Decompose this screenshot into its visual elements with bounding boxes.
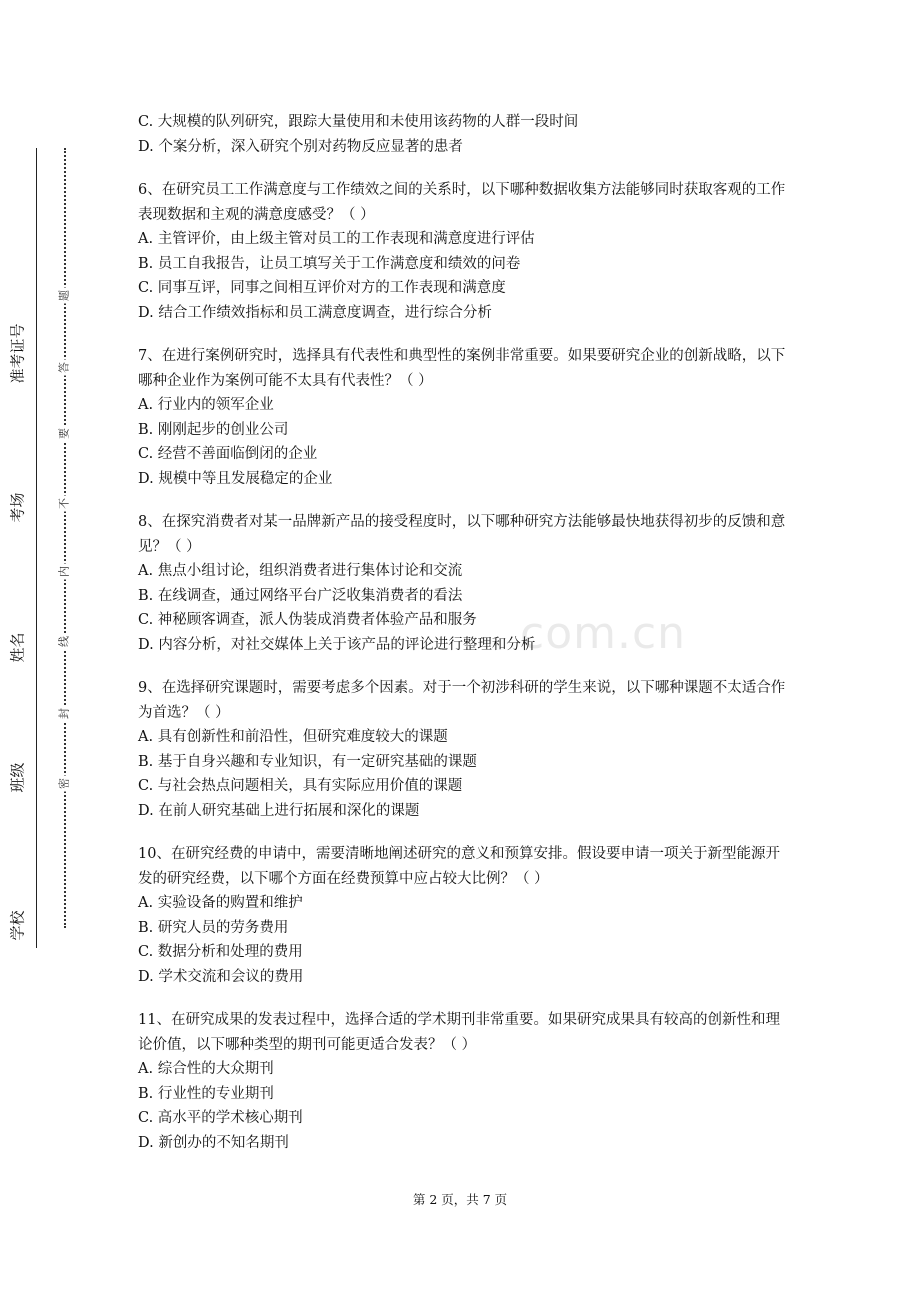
seal-char: 内 bbox=[59, 564, 70, 580]
watermark: com.cn bbox=[520, 608, 687, 659]
field-class: 班级 bbox=[8, 762, 27, 793]
previous-question-options bbox=[138, 110, 788, 159]
option-c: C. 经营不善面临倒闭的企业 bbox=[138, 446, 318, 462]
question-stem: 9、在选择研究课题时，需要考虑多个因素。对于一个初涉科研的学生来说，以下哪种课题不太适合作为首选？（ ） bbox=[138, 680, 786, 721]
page-number: 第 2 页，共 7 页 bbox=[412, 1192, 508, 1207]
option-b: B. 在线调查，通过网络平台广泛收集消费者的看法 bbox=[138, 587, 463, 604]
option-d: D. 新创办的不知名期刊 bbox=[138, 1134, 289, 1151]
option-d: D. 个案分析，深入研究个别对药物反应显著的患者 bbox=[138, 138, 463, 155]
option-c: C. 与社会热点问题相关，具有实际应用价值的课题 bbox=[138, 778, 463, 794]
field-exam-room: 考场 bbox=[8, 492, 27, 523]
option-a: A. 焦点小组讨论，组织消费者进行集体讨论和交流 bbox=[138, 563, 463, 579]
option-b: B. 行业性的专业期刊 bbox=[138, 1085, 274, 1102]
option-c: C. 数据分析和处理的费用 bbox=[138, 944, 303, 960]
option-a: A. 主管评价，由上级主管对员工的工作表现和满意度进行评估 bbox=[138, 231, 535, 247]
option-c: C. 同事互评，同事之间相互评价对方的工作表现和满意度 bbox=[138, 280, 506, 296]
option-b: B. 员工自我报告，让员工填写关于工作满意度和绩效的问卷 bbox=[138, 255, 521, 272]
option-c: C. 神秘顾客调查，派人伪装成消费者体验产品和服务 bbox=[138, 612, 477, 628]
question-9 bbox=[138, 676, 788, 823]
option-c: C. 大规模的队列研究，跟踪大量使用和未使用该药物的人群一段时间 bbox=[138, 114, 579, 130]
option-d: D. 内容分析，对社交媒体上关于该产品的评论进行整理和分析 bbox=[138, 636, 536, 653]
option-a: A. 具有创新性和前沿性，但研究难度较大的课题 bbox=[138, 729, 448, 745]
option-b: B. 基于自身兴趣和专业知识，有一定研究基础的课题 bbox=[138, 753, 477, 770]
question-stem: 10、在研究经费的申请中，需要清晰地阐述研究的意义和预算安排。假设要申请一项关于新型能源开发的研究经费，以下哪个方面在经费预算中应占较大比例？（ ） bbox=[138, 846, 780, 887]
question-stem: 11、在研究成果的发表过程中，选择合适的学术期刊非常重要。如果研究成果具有较高的创新性和理论价值，以下哪种类型的期刊可能更适合发表？（ ） bbox=[138, 1012, 780, 1053]
option-d: D. 规模中等且发展稳定的企业 bbox=[138, 470, 333, 487]
question-11 bbox=[138, 1008, 788, 1155]
seal-char: 不 bbox=[59, 496, 70, 512]
seal-dotted-line bbox=[64, 148, 66, 928]
option-a: A. 综合性的大众期刊 bbox=[138, 1061, 274, 1077]
question-stem: 6、在研究员工工作满意度与工作绩效之间的关系时，以下哪种数据收集方法能够同时获取客观的工作表现数据和主观的满意度感受？（ ） bbox=[138, 182, 786, 223]
option-b: B. 刚刚起步的创业公司 bbox=[138, 421, 289, 438]
seal-char: 封 bbox=[59, 706, 70, 722]
option-b: B. 研究人员的劳务费用 bbox=[138, 919, 289, 936]
option-a: A. 行业内的领军企业 bbox=[138, 397, 274, 413]
option-d: D. 结合工作绩效指标和员工满意度调查，进行综合分析 bbox=[138, 304, 492, 321]
question-8 bbox=[138, 510, 788, 657]
binding-line bbox=[36, 148, 37, 948]
question-6 bbox=[138, 178, 788, 325]
question-10 bbox=[138, 842, 788, 989]
question-stem: 8、在探究消费者对某一品牌新产品的接受程度时，以下哪种研究方法能够最快地获得初步的反馈和意见？（ ） bbox=[138, 514, 786, 555]
option-d: D. 学术交流和会议的费用 bbox=[138, 968, 304, 985]
field-exam-number: 准考证号 bbox=[8, 323, 27, 384]
seal-char: 密 bbox=[59, 776, 70, 792]
seal-char: 线 bbox=[59, 634, 70, 650]
option-d: D. 在前人研究基础上进行拓展和深化的课题 bbox=[138, 802, 420, 819]
seal-char: 要 bbox=[59, 426, 70, 442]
seal-char: 答 bbox=[59, 360, 70, 376]
option-a: A. 实验设备的购置和维护 bbox=[138, 895, 303, 911]
field-school: 学校 bbox=[8, 910, 27, 941]
question-7 bbox=[138, 344, 788, 491]
seal-char: 题 bbox=[59, 288, 70, 304]
option-c: C. 高水平的学术核心期刊 bbox=[138, 1110, 303, 1126]
field-name: 姓名 bbox=[8, 632, 27, 663]
question-stem: 7、在进行案例研究时，选择具有代表性和典型性的案例非常重要。如果要研究企业的创新战略，以下哪种企业作为案例可能不太具有代表性？（ ） bbox=[138, 348, 786, 389]
question-list bbox=[138, 110, 788, 1155]
